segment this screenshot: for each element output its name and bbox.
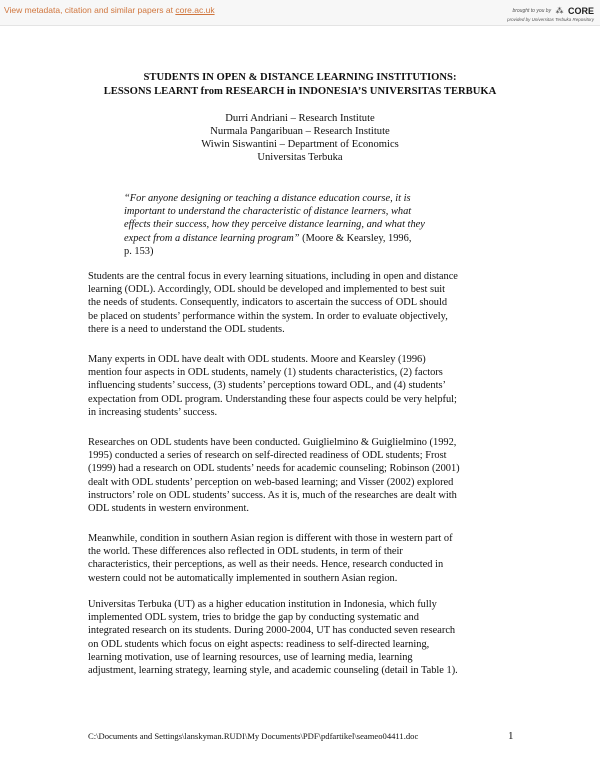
paragraph-1 bbox=[88, 270, 524, 336]
paragraph-line: instructors’ role on ODL students’ success. As it is, much of the researches are dealt with bbox=[88, 489, 457, 501]
footer-file-path: C:\Documents and Settings\lanskyman.RUDI\My Documents\PDF\pdfartikel\seameo04411.doc bbox=[88, 731, 419, 741]
paragraph-line: there is a need to understand the ODL students. bbox=[88, 323, 285, 335]
paragraph-line: ODL students in western environment. bbox=[88, 503, 249, 515]
author-3: Wiwin Siswantini – Department of Economics bbox=[201, 139, 399, 150]
paragraph-line: Many experts in ODL have dealt with ODL students. Moore and Kearsley (1996) bbox=[88, 354, 426, 365]
paragraph-line: adjustment, learning strategy, learning style, and academic counseling (detail in Table 1). bbox=[88, 665, 458, 677]
paragraph-line: the needs of students. Consequently, indicators to ascertain the success of ODL should bbox=[88, 297, 448, 309]
author-2: Nurmala Pangaribuan – Research Institute bbox=[210, 126, 390, 137]
paragraph-line: on ODL students which focus on eight aspects: readiness to self-directed learning, bbox=[88, 638, 430, 650]
paragraph-line: learning (ODL). Accordingly, ODL should be developed and implemented to best suit bbox=[88, 284, 446, 296]
paragraph-line: the world. These differences also reflected in ODL students, in term of their bbox=[88, 546, 403, 558]
paragraph-line: western could not be automatically implemented in southern Asian region. bbox=[88, 572, 398, 584]
paragraph-2 bbox=[88, 353, 524, 419]
paragraph-line: Researches on ODL students have been conducted. Guiglielmino & Guiglielmino (1992, bbox=[88, 437, 457, 448]
paragraph-line: dealt with ODL students’ perception on web-based learning; and Visser (2002) explored bbox=[88, 476, 454, 488]
paragraph-line: 1995) conducted a series of research on self-directed readiness of ODL students; Frost bbox=[88, 450, 447, 462]
core-ac-uk-link[interactable]: core.ac.uk bbox=[175, 5, 215, 15]
paragraph-line: Students are the central focus in every learning situations, including in open and distance bbox=[88, 271, 458, 282]
quote-citation: (Moore & Kearsley, 1996, bbox=[299, 232, 412, 244]
paragraph-line: integrated research on its students. During 2000-2004, UT has conducted seven research bbox=[88, 625, 456, 637]
quote-line: effects their success, how they perceive distance learning, and what they bbox=[124, 219, 425, 231]
paragraph-line: Meanwhile, condition in southern Asian region is different with those in western part of bbox=[88, 533, 453, 544]
quote-line: important to understand the characteristic of distance learners, what bbox=[124, 206, 412, 218]
paragraph-3 bbox=[88, 436, 524, 515]
quote-citation-page: p. 153) bbox=[124, 245, 154, 257]
paragraph-line: implemented ODL system, tries to bridge the gap by conducting systematic and bbox=[88, 612, 419, 624]
brought-by-text: brought to you by bbox=[512, 7, 552, 14]
paragraph-line: mention four aspects in ODL students, namely (1) students characteristics, (2) factors bbox=[88, 367, 443, 379]
paragraph-line: learning motivation, use of learning resources, use of learning media, learning bbox=[88, 651, 413, 663]
quote-line bbox=[124, 232, 464, 245]
paragraph-5 bbox=[88, 598, 524, 677]
paragraph-line: be placed on students’ performance within the system. In order to evaluate objectively, bbox=[88, 310, 448, 322]
quote-italic-end: expect from a distance learning program” bbox=[124, 232, 300, 244]
paragraph-line: characteristics, their perceptions, as well as their needs. Hence, research conducted in bbox=[88, 559, 444, 571]
core-metadata-text bbox=[4, 5, 215, 15]
paper-title-line-1: STUDENTS IN OPEN & DISTANCE LEARNING INSTITUTIONS: bbox=[143, 72, 457, 83]
epigraph-quote bbox=[124, 192, 464, 258]
core-logo-icon: ⁂ bbox=[555, 6, 564, 16]
core-metadata-prefix: View metadata, citation and similar papers at bbox=[4, 5, 176, 15]
author-1: Durri Andriani – Research Institute bbox=[225, 113, 375, 124]
paragraph-line: Universitas Terbuka (UT) as a higher education institution in Indonesia, which fully bbox=[88, 599, 437, 610]
paragraph-line: (1999) had a research on ODL students’ needs for academic counseling; Robinson (2001) bbox=[88, 463, 460, 475]
provided-by-text: provided by Universitas Terbuka Repository bbox=[507, 17, 594, 22]
paragraph-line: influencing students’ success, (3) students’ perceptions toward ODL, and (4) students’ bbox=[88, 380, 447, 392]
paper-title-line-2: LESSONS LEARNT from RESEARCH in INDONESIA’S UNIVERSITAS TERBUKA bbox=[103, 86, 497, 97]
quote-line: “For anyone designing or teaching a distance education course, it is bbox=[124, 193, 411, 204]
core-header-bar bbox=[0, 0, 600, 26]
core-logo-text: CORE bbox=[567, 5, 594, 16]
paragraph-line: expectation from ODL program. Understanding these four aspects could be very helpful; bbox=[88, 393, 457, 405]
author-affiliation: Universitas Terbuka bbox=[257, 152, 343, 163]
page-number: 1 bbox=[508, 730, 514, 742]
paragraph-line: in increasing students’ success. bbox=[88, 406, 218, 418]
paragraph-4 bbox=[88, 532, 524, 585]
